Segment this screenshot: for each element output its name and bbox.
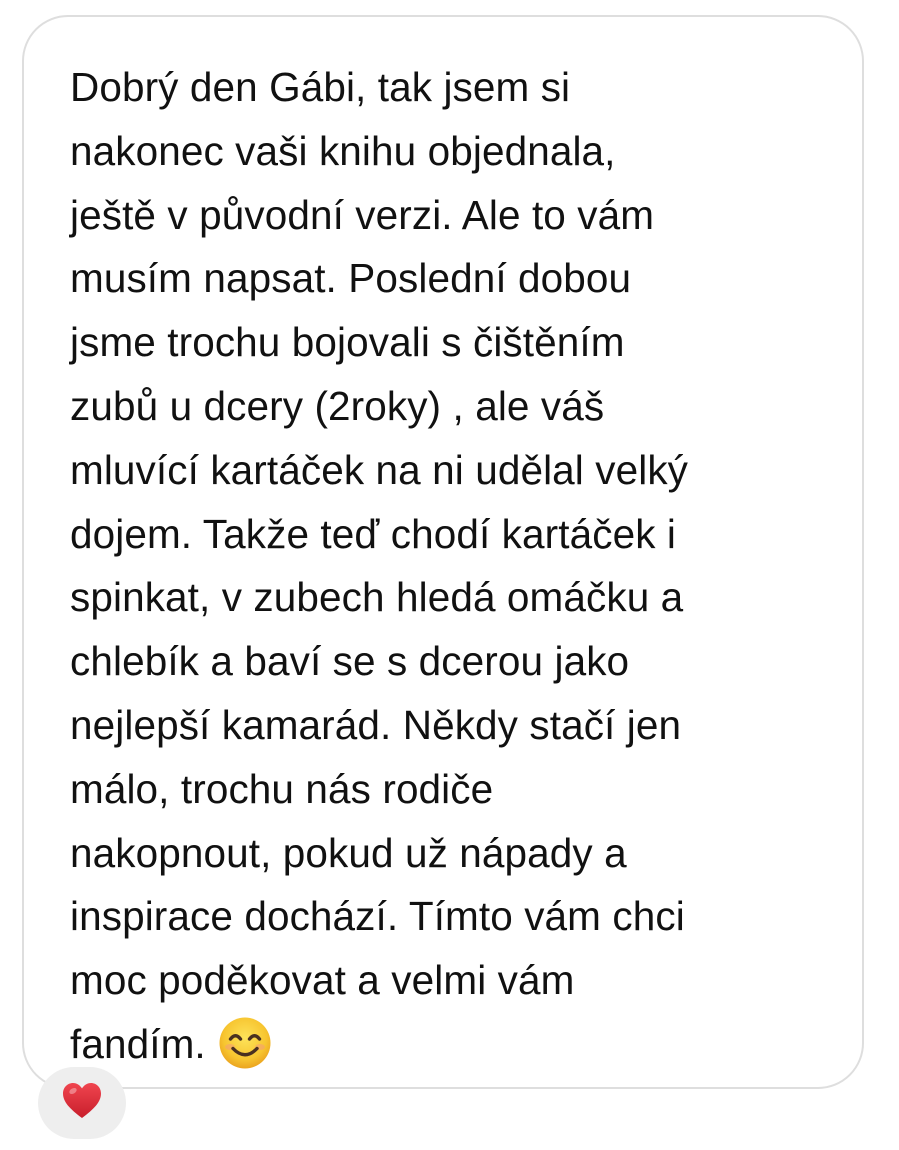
message-line: jsme trochu bojovali s čištěním (70, 319, 625, 366)
message-line: zubů u dcery (2roky) , ale váš (70, 382, 605, 429)
message-text (70, 56, 850, 1077)
message-line: spinkat, v zubech hledá omáčku a (70, 574, 684, 621)
message-line: musím napsat. Poslední dobou (70, 255, 632, 302)
message-line-text: fandím. (70, 1020, 206, 1067)
smiling-face-emoji-icon (218, 1016, 272, 1070)
heart-reaction[interactable] (38, 1067, 126, 1139)
message-line: málo, trochu nás rodiče (70, 765, 494, 812)
message-line: chlebík a baví se s dcerou jako (70, 638, 630, 685)
message-line: nakopnout, pokud už nápady a (70, 829, 627, 876)
message-line: nejlepší kamarád. Někdy stačí jen (70, 701, 682, 748)
message-line: dojem. Takže teď chodí kartáček i (70, 510, 676, 557)
message-line: ještě v původní verzi. Ale to vám (70, 191, 655, 238)
message-line: inspirace dochází. Tímto vám chci (70, 893, 685, 940)
heart-icon (61, 1081, 103, 1126)
message-line: moc poděkovat a velmi vám (70, 957, 575, 1004)
message-line: nakonec vaši knihu objednala, (70, 127, 616, 174)
message-line: Dobrý den Gábi, tak jsem si (70, 64, 571, 110)
message-line-last (70, 1013, 850, 1077)
message-line: mluvící kartáček na ni udělal velký (70, 446, 689, 493)
